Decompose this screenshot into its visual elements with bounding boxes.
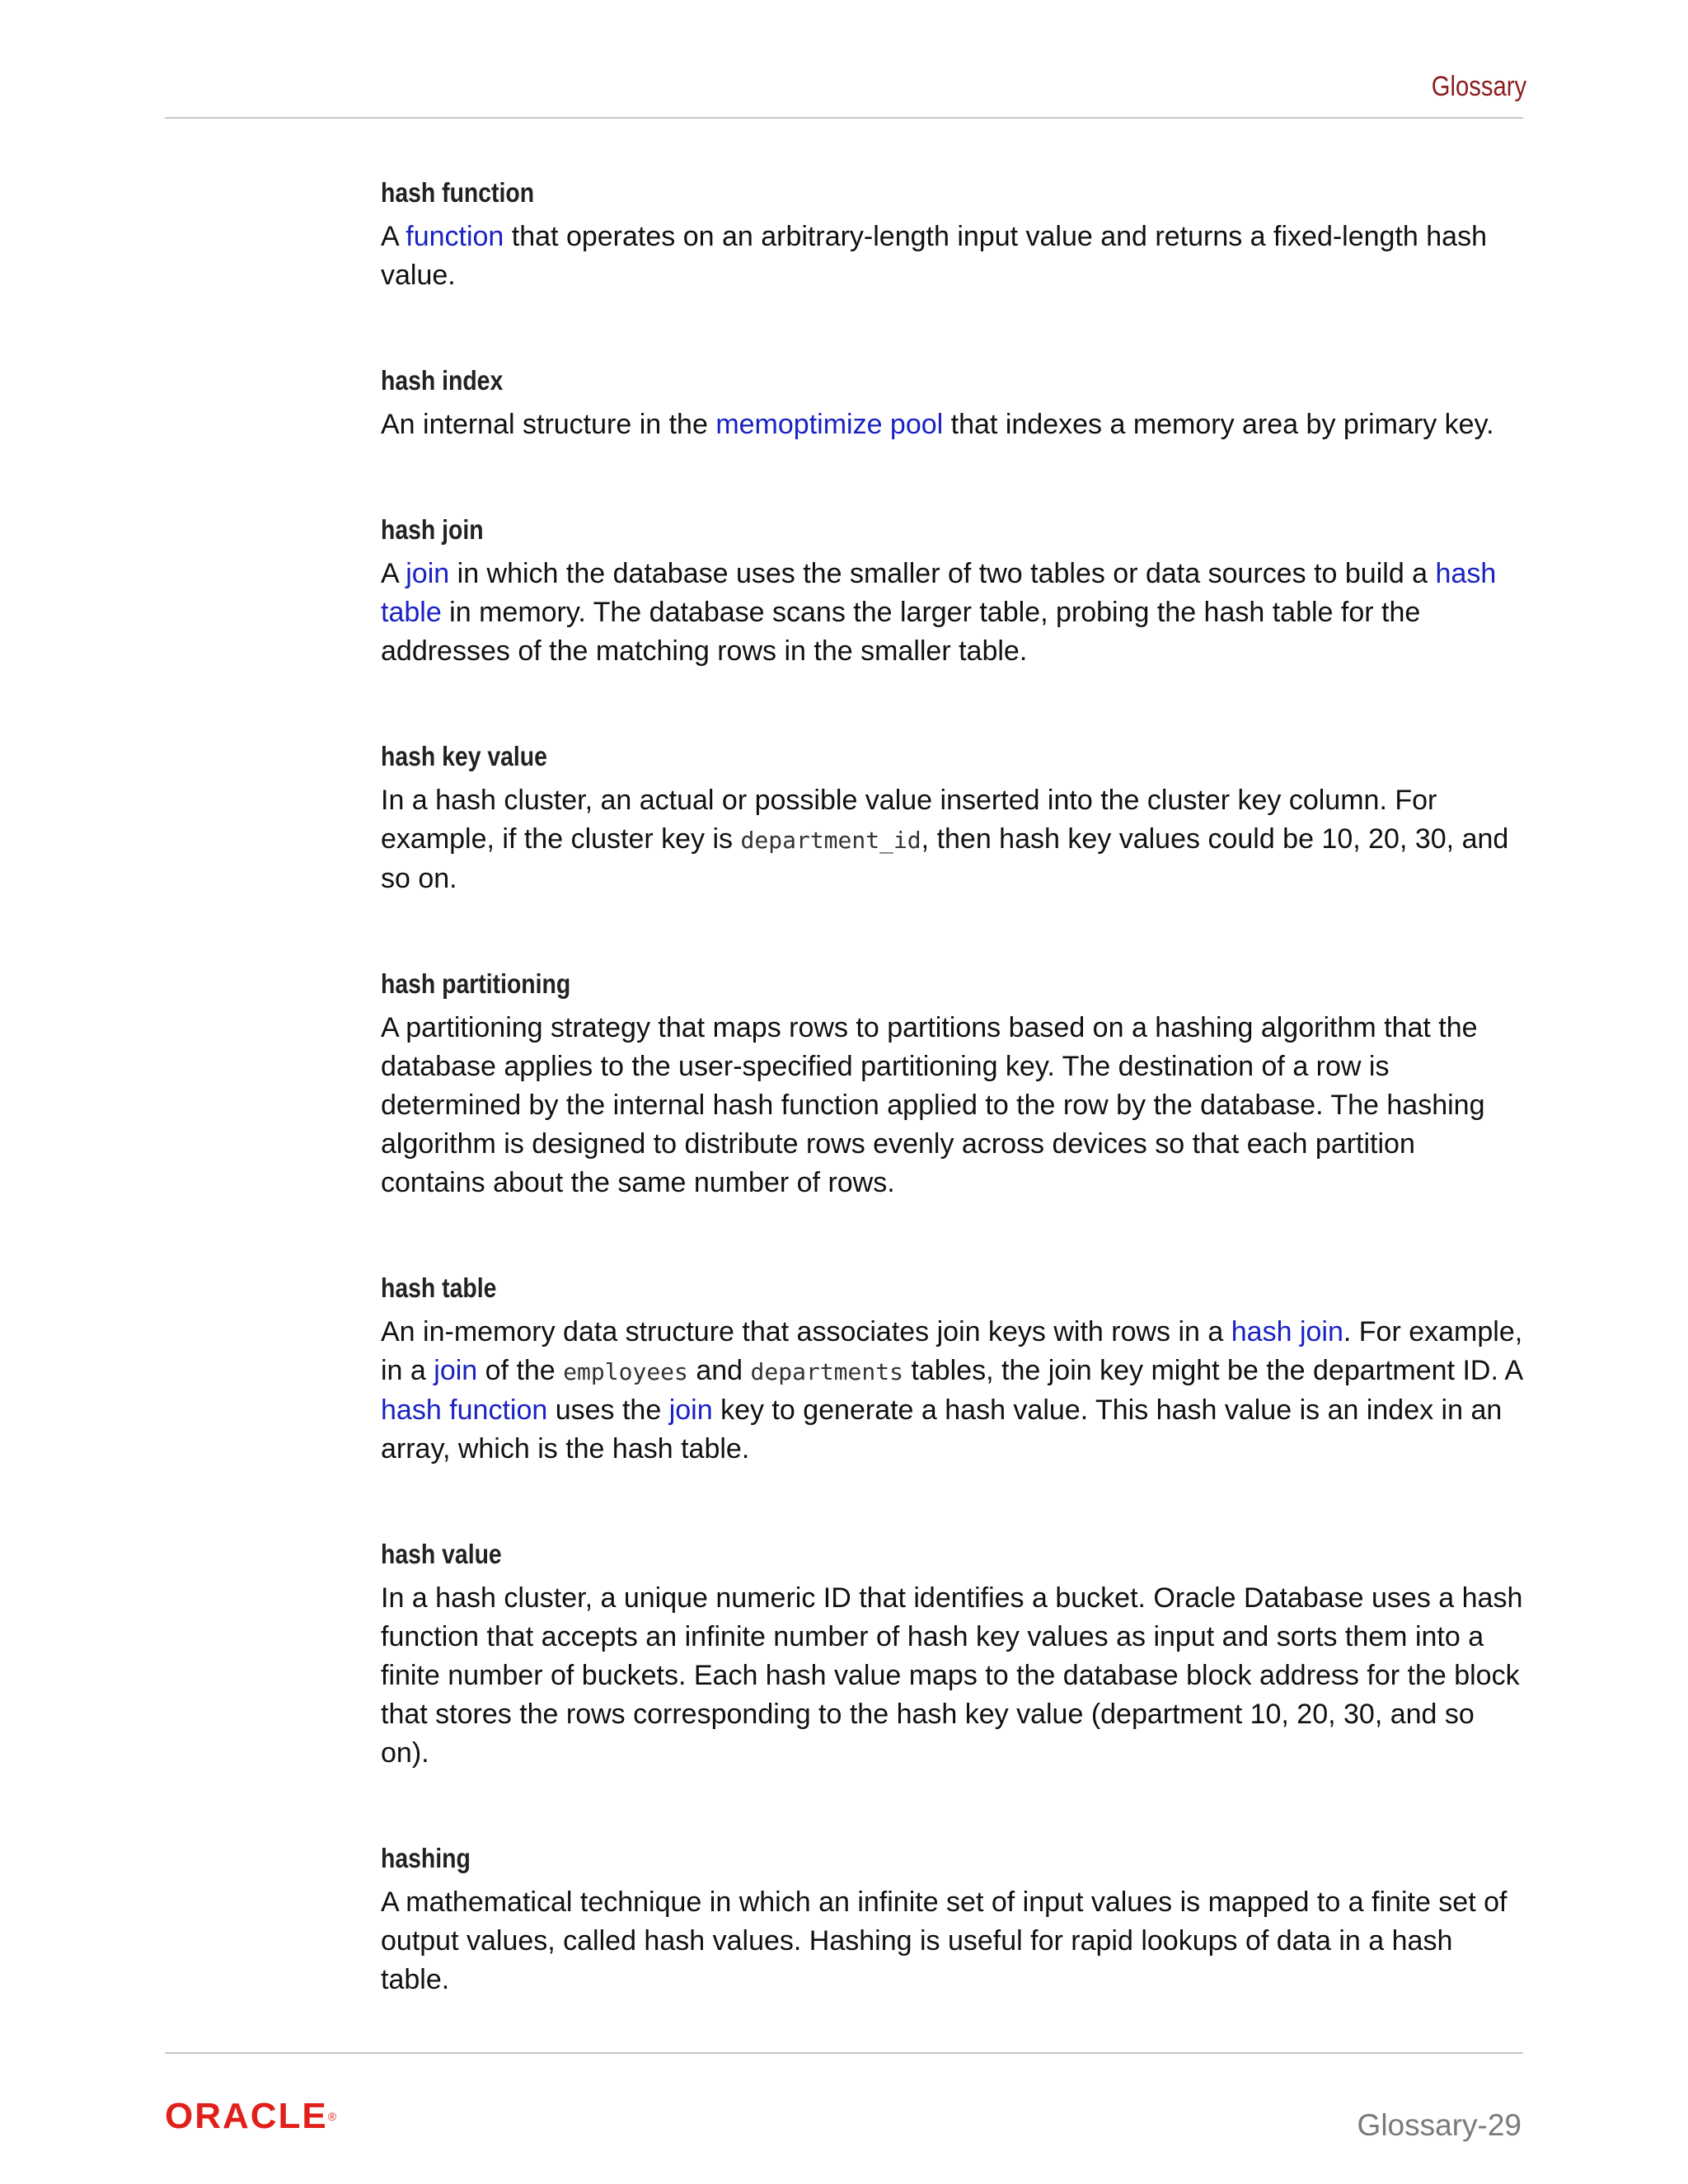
definition-text: A mathematical technique in which an infinite set of input values is mapped to a finite set of output values, called hash values. Hashing is useful for rapid lookups of data in a hash table. — [381, 1886, 1507, 1995]
definition-text: in which the database uses the smaller of two tables or data sources to build a — [449, 558, 1436, 589]
oracle-logo: ORACLE® — [165, 2096, 337, 2136]
definition-text: that indexes a memory area by primary key. — [943, 409, 1494, 440]
definition-text: that operates on an arbitrary-length input value and returns a fixed-length hash value. — [381, 221, 1487, 291]
cross-reference-link[interactable]: hash table — [381, 558, 1497, 628]
glossary-definition — [381, 1883, 1526, 1999]
glossary-definition — [381, 1313, 1526, 1469]
glossary-entry — [381, 738, 1526, 898]
glossary-entry — [381, 966, 1526, 1202]
glossary-entries — [381, 175, 1526, 2067]
definition-text: key to generate a hash value. This hash value is an index in an array, which is the hash table. — [381, 1394, 1503, 1465]
glossary-definition — [381, 1579, 1526, 1773]
footer-divider — [165, 2052, 1523, 2054]
header-divider — [165, 117, 1523, 119]
cross-reference-link[interactable]: join — [668, 1394, 713, 1426]
glossary-definition — [381, 405, 1526, 444]
glossary-entry — [381, 175, 1526, 295]
cross-reference-link[interactable]: hash function — [381, 1394, 548, 1426]
glossary-entry — [381, 1536, 1526, 1773]
definition-text: A — [381, 221, 406, 252]
definition-text: and — [687, 1355, 751, 1386]
glossary-term: hashing — [381, 1843, 471, 1873]
glossary-entry — [381, 363, 1526, 444]
cross-reference-link[interactable]: hash join — [1231, 1316, 1343, 1347]
definition-text: A partitioning strategy that maps rows to partitions based on a hashing algorithm that the database applies to the user-specified partitioning key. The destination of a row is determined by the internal hash function applied to the row by the database. The hashing algorithm is designed to distribute rows evenly across devices so that each partition contains about the same number of rows. — [381, 1012, 1485, 1198]
definition-text: In a hash cluster, an actual or possible value inserted into the cluster key column. For example, if the cluster key is — [381, 785, 1437, 855]
definition-text: , then hash key values could be 10, 20, 30, and so on. — [381, 823, 1509, 894]
glossary-term: hash value — [381, 1539, 502, 1569]
glossary-definition — [381, 555, 1526, 671]
code-term: department_id — [740, 827, 921, 854]
glossary-term: hash join — [381, 514, 484, 545]
code-term: employees — [563, 1358, 688, 1385]
cross-reference-link[interactable]: join — [434, 1355, 478, 1386]
glossary-term: hash index — [381, 365, 504, 396]
definition-text: uses the — [547, 1394, 669, 1426]
glossary-definition — [381, 781, 1526, 898]
definition-text: . For example, in a — [381, 1316, 1523, 1386]
glossary-entry — [381, 1840, 1526, 1999]
cross-reference-link[interactable]: memoptimize pool — [715, 409, 944, 440]
code-term: departments — [750, 1358, 903, 1385]
definition-text: in memory. The database scans the larger table, probing the hash table for the addresses of the matching rows in the smaller table. — [381, 597, 1421, 667]
cross-reference-link[interactable]: function — [406, 221, 504, 252]
definition-text: An in-memory data structure that associates join keys with rows in a — [381, 1316, 1231, 1347]
glossary-term: hash table — [381, 1272, 497, 1303]
definition-text: In a hash cluster, a unique numeric ID that identifies a bucket. Oracle Database uses a hash function that accepts an infinite number of hash key values as input and sorts them into a finite number of buckets. Each hash value maps to the database block address for the block that stores the rows corresponding to the hash key value (department 10, 20, 30, and so on). — [381, 1582, 1523, 1769]
cross-reference-link[interactable]: join — [406, 558, 450, 589]
definition-text: tables, the join key might be the department ID. A — [903, 1355, 1522, 1386]
glossary-entry — [381, 1270, 1526, 1469]
glossary-definition — [381, 218, 1526, 295]
glossary-definition — [381, 1009, 1526, 1202]
page-number: Glossary-29 — [1357, 2108, 1522, 2142]
running-header-title: Glossary — [1431, 71, 1526, 102]
definition-text: An internal structure in the — [381, 409, 716, 440]
glossary-term: hash function — [381, 177, 535, 208]
glossary-term: hash partitioning — [381, 968, 571, 999]
definition-text: of the — [477, 1355, 564, 1386]
definition-text: A — [381, 558, 406, 589]
glossary-entry — [381, 512, 1526, 671]
glossary-term: hash key value — [381, 741, 547, 771]
